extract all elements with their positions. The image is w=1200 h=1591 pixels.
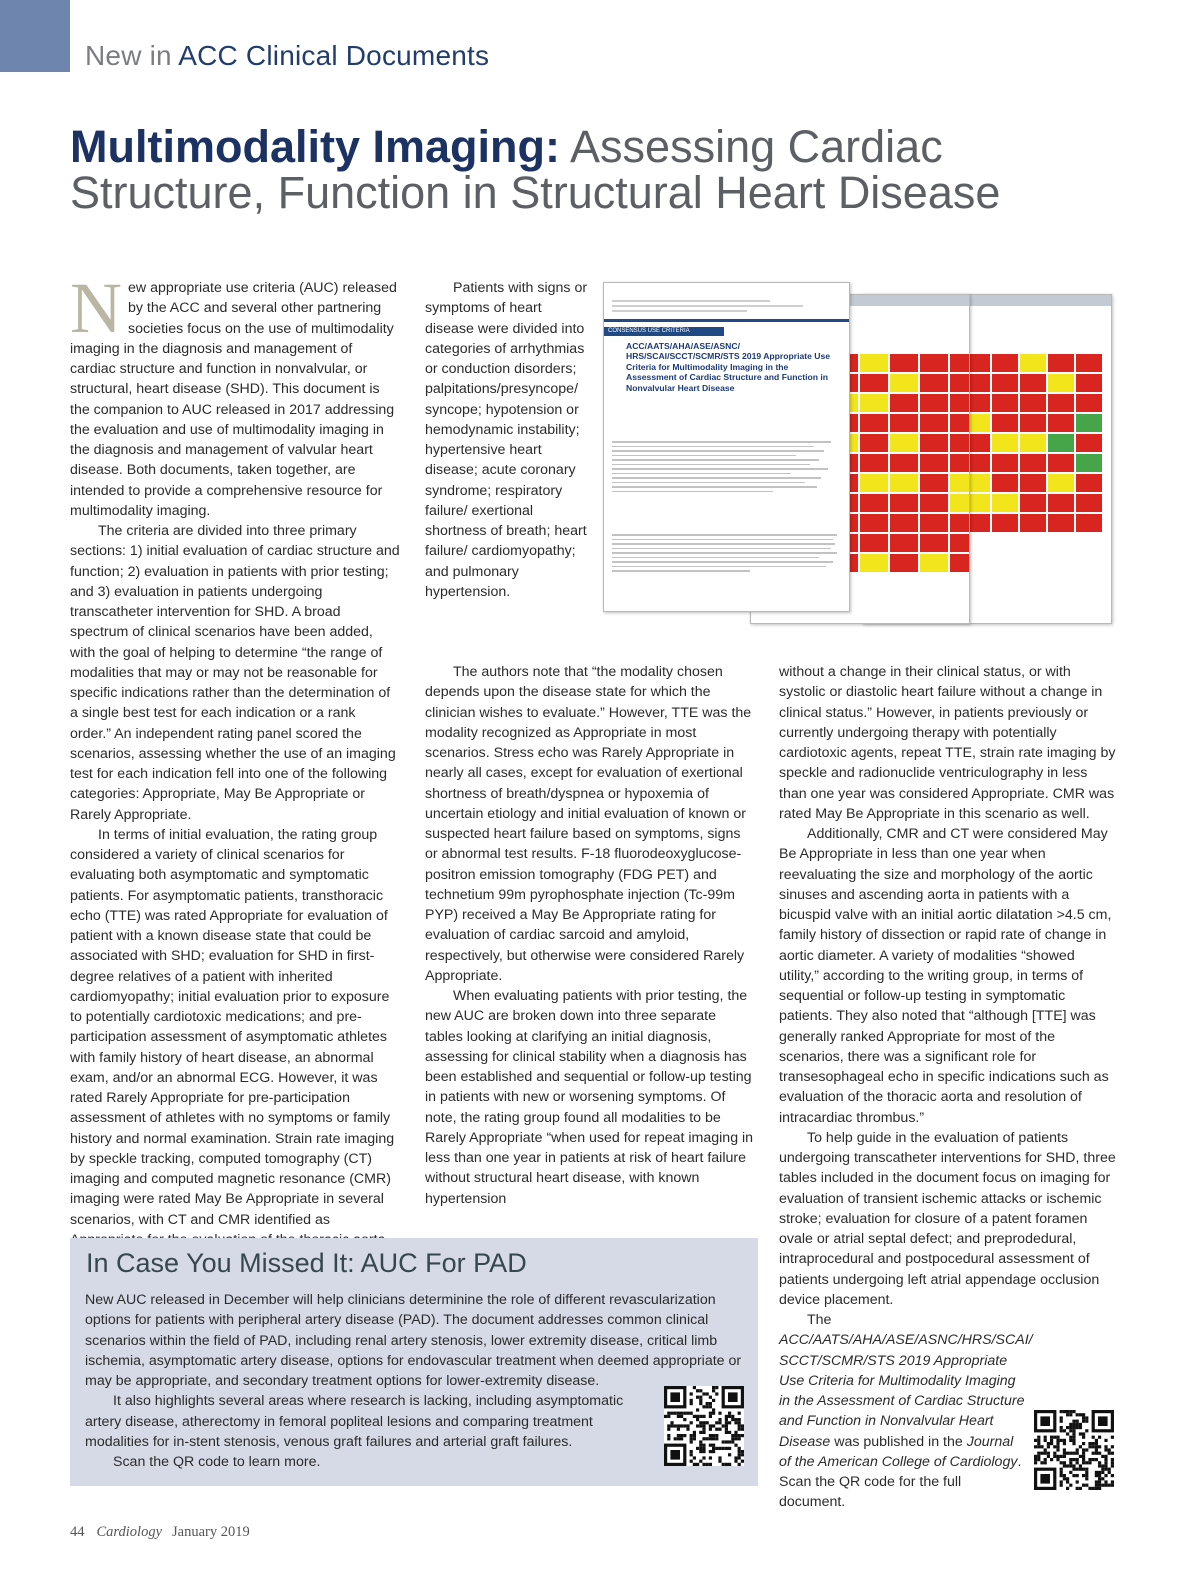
rating-cell [889,373,919,393]
rating-cell [1075,493,1103,513]
magazine-name: Cardiology [96,1524,163,1540]
rating-cell [1019,513,1047,533]
rating-cell [1047,453,1075,473]
article-column-2-top [425,278,593,602]
rating-cell [889,493,919,513]
rating-cell [859,413,889,433]
rating-cell [1047,513,1075,533]
section-color-tab [0,0,70,72]
rating-cell [1019,433,1047,453]
rating-cell [1019,473,1047,493]
journal-name: Journal of the American College of Cardiology [779,1433,1018,1470]
qr-code-document[interactable] [1034,1410,1114,1490]
rating-cell [859,533,889,553]
rating-cell [889,533,919,553]
article-column-3 [779,662,1117,1513]
rating-cell [1047,373,1075,393]
rating-cell [889,413,919,433]
rating-grid [963,353,1103,533]
rating-cell [859,493,889,513]
rating-cell [991,373,1019,393]
rating-cell [919,373,949,393]
rating-cell [949,413,970,433]
rating-cell [859,393,889,413]
rating-cell [991,393,1019,413]
article-final-paragraph: The ACC/AATS/AHA/ASE/ASNC/HRS/SCAI/ SCCT/SCMR/STS 2019 Appropriate Use Criteria for Multimodality Imaging in the Assessment of Cardiac Structure and Function in Nonvalvular Heart Disease was published in the Journal of the American College of Cardiology. Scan the QR code for the full document. [779,1312,1033,1511]
sidebar-box [70,1238,758,1486]
rating-cell [889,433,919,453]
rating-cell [1019,493,1047,513]
rating-cell [1047,493,1075,513]
section-kicker [85,40,489,72]
sidebar-paragraph: Scan the QR code to learn more. [113,1454,321,1470]
rating-cell [949,393,970,413]
rating-cell [1019,413,1047,433]
rating-cell [949,493,970,513]
rating-cell [919,553,949,573]
article-paragraph: New appropriate use criteria (AUC) released by the ACC and several other partnering societies focus on the use of multimodality imaging in the diagnosis and management of cardiac structure and function in nonvalvular, or structural, heart disease (SHD). This document is the companion to AUC released in 2017 addressing the evaluation and use of multimodality imaging in the diagnosis and management of valvular heart disease. Both documents, taken together, are intended to provide a comprehensive resource for multimodality imaging. [70,268,397,519]
headline-bold: Multimodality Imaging: [70,121,560,172]
sidebar-title: In Case You Missed It: AUC For PAD [86,1248,527,1278]
rating-cell [919,473,949,493]
drop-cap: N [70,268,122,348]
rating-cell [919,353,949,373]
article-paragraph: The authors note that “the modality chosen depends upon the disease state for which the clinician wishes to evaluate.” However, TTE was the modality recognized as Appropriate in most scenarios. Stress echo was Rarely Appropriate in nearly all cases, except for evaluation of exertional shortness of breath/dyspnea or hypoxemia of uncertain etiology and initial evaluation of known or suspected heart failure based on symptoms, signs or abnormal test results. F-18 fluorodeoxyglucose-positron emission tomography (FDG PET) and technetium 99m pyrophosphate injection (Tc-99m PYP) received a May Be Appropriate rating for evaluation of cardiac sarcoid and amyloid, respectively, but otherwise were considered Rarely Appropriate. [425,664,752,984]
sidebar-body [85,1290,745,1472]
rating-cell [991,433,1019,453]
kicker-section: ACC Clinical Documents [178,40,490,71]
rating-cell [919,413,949,433]
rating-cell [859,553,889,573]
sidebar-paragraph: It also highlights several areas where research is lacking, including asymptomatic artery disease, atherectomy in femoral popliteal lesions and comparing treatment modalities for in-stent stenosis, venous graft failures and arterial graft failures. [85,1393,624,1450]
rating-cell [1019,373,1047,393]
rating-cell [889,353,919,373]
rating-cell [919,453,949,473]
rating-cell [949,433,970,453]
rating-cell [1019,353,1047,373]
rating-cell [889,513,919,533]
rating-cell [991,513,1019,533]
rating-cell [1075,473,1103,493]
rating-cell [889,473,919,493]
rating-cell [859,433,889,453]
article-column-2-bottom [425,662,755,1209]
rating-cell [991,453,1019,473]
rating-cell [859,353,889,373]
rating-cell [1075,453,1103,473]
rating-cell [1075,413,1103,433]
cover-author-lines [612,438,842,495]
article-paragraph: Additionally, CMR and CT were considered May Be Appropriate in less than one year when reevaluating the size and morphology of the aortic sinuses and ascending aorta in patients with a bicuspid valve with an initial aortic dilatation >4.5 cm, family history of dissection or rapid rate of change in aortic diameter. A variety of modalities “showed utility,” according to the writing group, in terms of sequential or follow-up testing in symptomatic patients. They also noted that “although [TTE] was generally ranked Appropriate for most of the scenarios, there was a significant role for transesophageal echo in specific indications such as evaluation of the thoracic aorta and resolution of intracardiac thrombus.” [779,826,1112,1126]
rating-cell [919,433,949,453]
document-cover-page [603,282,850,612]
article-paragraph: When evaluating patients with prior testing, the new AUC are broken down into three separate tables looking at clarifying an initial diagnosis, assessing for clinical stability when a diagnosis has been established and sequential or follow-up testing in patients with new or worsening symptoms. Of note, the rating group found all modalities to be Rarely Appropriate “when used for repeat imaging in less than one year in patients at risk of heart failure without structural heart disease, with known hypertension [425,988,754,1207]
rating-cell [1075,433,1103,453]
rating-cell [889,453,919,473]
rating-cell [1047,353,1075,373]
article-paragraph: In terms of initial evaluation, the rating group considered a variety of clinical scenarios for evaluating both asymptomatic and symptomatic patients. For asymptomatic patients, transthoracic echo (TTE) was rated Appropriate for evaluation of patient with a known disease state that could be associated with SHD; evaluation for SHD in first-degree relatives of a patient with inherited cardiomyopathy; initial evaluation prior to exposure to potentially cardiotoxic medications; and pre-participation assessment of asymptomatic athletes with family history of heart disease, an abnormal exam, and/or an abnormal ECG. However, it was rated Rarely Appropriate for pre-participation assessment of athletes with no symptoms or family history and normal examination. Strain rate imaging by speckle tracking, computed tomography (CT) imaging and computed magnetic resonance (CMR) imaging were rated May Be Appropriate in several scenarios, with CT and CMR identified as [70,826,395,1228]
rating-cell [1075,373,1103,393]
rating-cell [991,413,1019,433]
sidebar-paragraph: New AUC released in December will help clinicians determinine the role of different revascularization options for patients with peripheral artery disease (PAD). The document addresses common clinical scenarios within the field of PAD, including renal artery stenosis, lower extremity disease, critical limb ischemia, asymptomatic artery disease, options for endovascular treatment when deemed appropriate or may be appropriate, and secondary treatment options for lower-extremity disease. [85,1292,742,1389]
rating-cell [949,453,970,473]
rating-cell [949,473,970,493]
rating-cell [859,373,889,393]
headline-rest: Assessing Cardiac Structure, Function in Structural Heart Disease [70,121,1001,218]
rating-cell [1019,453,1047,473]
rating-cell [859,513,889,533]
rating-cell [949,533,970,553]
document-title-citation: ACC/AATS/AHA/ASE/ASNC/HRS/SCAI/ SCCT/SCMR/STS 2019 Appropriate Use Criteria for Multimodality Imaging in the Assessment of Cardiac Structure and Function in Nonvalvular Heart Disease [779,1332,1033,1450]
rating-cell [919,513,949,533]
rating-cell [1075,353,1103,373]
rating-cell [1047,393,1075,413]
rating-cell [949,553,970,573]
article-paragraph: without a change in their clinical status, or with systolic or diastolic heart failure without a change in clinical status.” However, in patients previously or currently undergoing therapy with potentially cardiotoxic agents, repeat TTE, strain rate imaging by speckle and radionuclide ventriculography in less than one year was considered Appropriate. CMR was rated May Be Appropriate in this scenario as well. [779,664,1116,822]
rating-cell [1047,413,1075,433]
page-footer [70,1524,250,1541]
rating-cell [949,373,970,393]
rating-cell [889,393,919,413]
rating-cell [919,533,949,553]
rating-cell [991,493,1019,513]
rating-cell [991,473,1019,493]
rating-cell [949,513,970,533]
kicker-prefix: New in [85,40,172,71]
rating-cell [889,553,919,573]
rating-cell [919,493,949,513]
issue-date: January 2019 [172,1524,250,1540]
article-column-1 [70,268,400,1250]
rating-cell [1047,433,1075,453]
rating-cell [949,353,970,373]
cover-section-label: CONSENSUS USE CRITERIA [604,327,724,336]
rating-cell [1019,393,1047,413]
article-paragraph: Patients with signs or symptoms of heart disease were divided into categories of arrhythmias or conduction disorders; palpitations/presyncope/ syncope; hypotension or hemodynamic instability; hypertensive heart disease; acute coronary syndrome; respiratory failure/ exertional shortness of breath; heart failure/ cardiomyopathy; and pulmonary hypertension. [425,280,588,600]
article-headline [70,121,1150,218]
page-number: 44 [70,1524,85,1540]
cover-document-title: ACC/AATS/AHA/ASE/ASNC/ HRS/SCAI/SCCT/SCMR/STS 2019 Appropriate Use Criteria for Multimodality Imaging in the Assessment of Cardiac Structure and Function in Nonvalvular Heart Disease [626,341,831,393]
rating-cell [1047,473,1075,493]
document-preview-figure [600,282,1115,642]
article-paragraph: The criteria are divided into three primary sections: 1) initial evaluation of cardiac structure and function; 2) evaluation in patients with prior testing; and 3) evaluation in patients undergoing transcatheter intervention for SHD. A broad spectrum of clinical scenarios have been added, with the goal of helping to determine “the range of modalities that may or may not be reasonable for specific indications rather than the determination of a single best test for each indication or a rank order.” An independent rating panel scored the scenarios, assessing whether the use of an imaging test for each indication fell into one of the following categories: Appropriate, May Be Appropriate or Rarely Appropriate. [70,523,400,823]
cover-body-lines [612,531,842,575]
rating-cell [919,393,949,413]
article-paragraph: To help guide in the evaluation of patients undergoing transcatheter interventions for SHD, three tables included in the document focus on imaging for evaluation of transient ischemic attacks or ischemic stroke; evaluation for closure of a patent foramen ovale or atrial septal defect; and preprodedural, intraprocedural and postpocedural assessment of patients undergoing left atrial appendage occlusion device placement. [779,1129,1116,1308]
rating-cell [859,473,889,493]
rating-cell [1075,393,1103,413]
qr-code-pad[interactable] [664,1386,744,1466]
rating-cell [1075,513,1103,533]
rating-cell [859,453,889,473]
rating-cell [991,353,1019,373]
